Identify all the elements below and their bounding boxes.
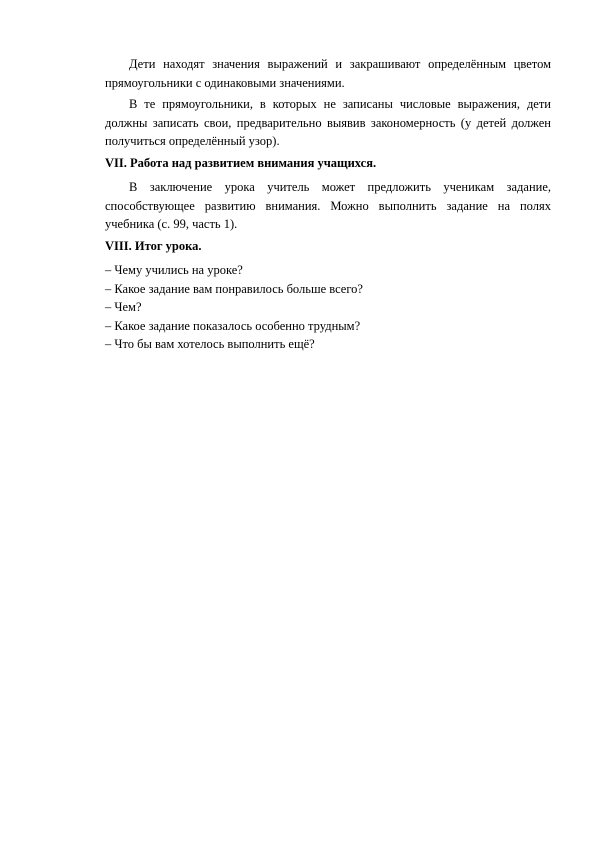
list-item: – Какое задание вам понравилось больше всего? [105,281,363,296]
document-page [105,55,551,354]
paragraph-pattern-task: В те прямоугольники, в которых не записаны числовые выражения, дети должны записать свои, предварительно выявив закономерность (у детей должен получиться определённый узор). [105,97,551,148]
section-heading-summary: VIII. Итог урока. [105,238,202,253]
list-item: – Какое задание показалось особенно трудным? [105,318,361,333]
paragraph-attention-task: В заключение урока учитель может предложить ученикам задание, способствующее развитию внимания. Можно выполнить задание на полях учебника (с. 99, часть 1). [105,180,551,231]
question-list [105,261,551,354]
list-item: – Чем? [105,300,142,314]
list-item: – Что бы вам хотелось выполнить ещё? [105,337,315,351]
list-item: – Чему учились на уроке? [105,263,243,277]
paragraph-coloring-task: Дети находят значения выражений и закрашивают определённым цветом прямоугольники с одинаковыми значениями. [105,57,551,90]
section-heading-attention: VII. Работа над развитием внимания учащихся. [105,155,377,170]
